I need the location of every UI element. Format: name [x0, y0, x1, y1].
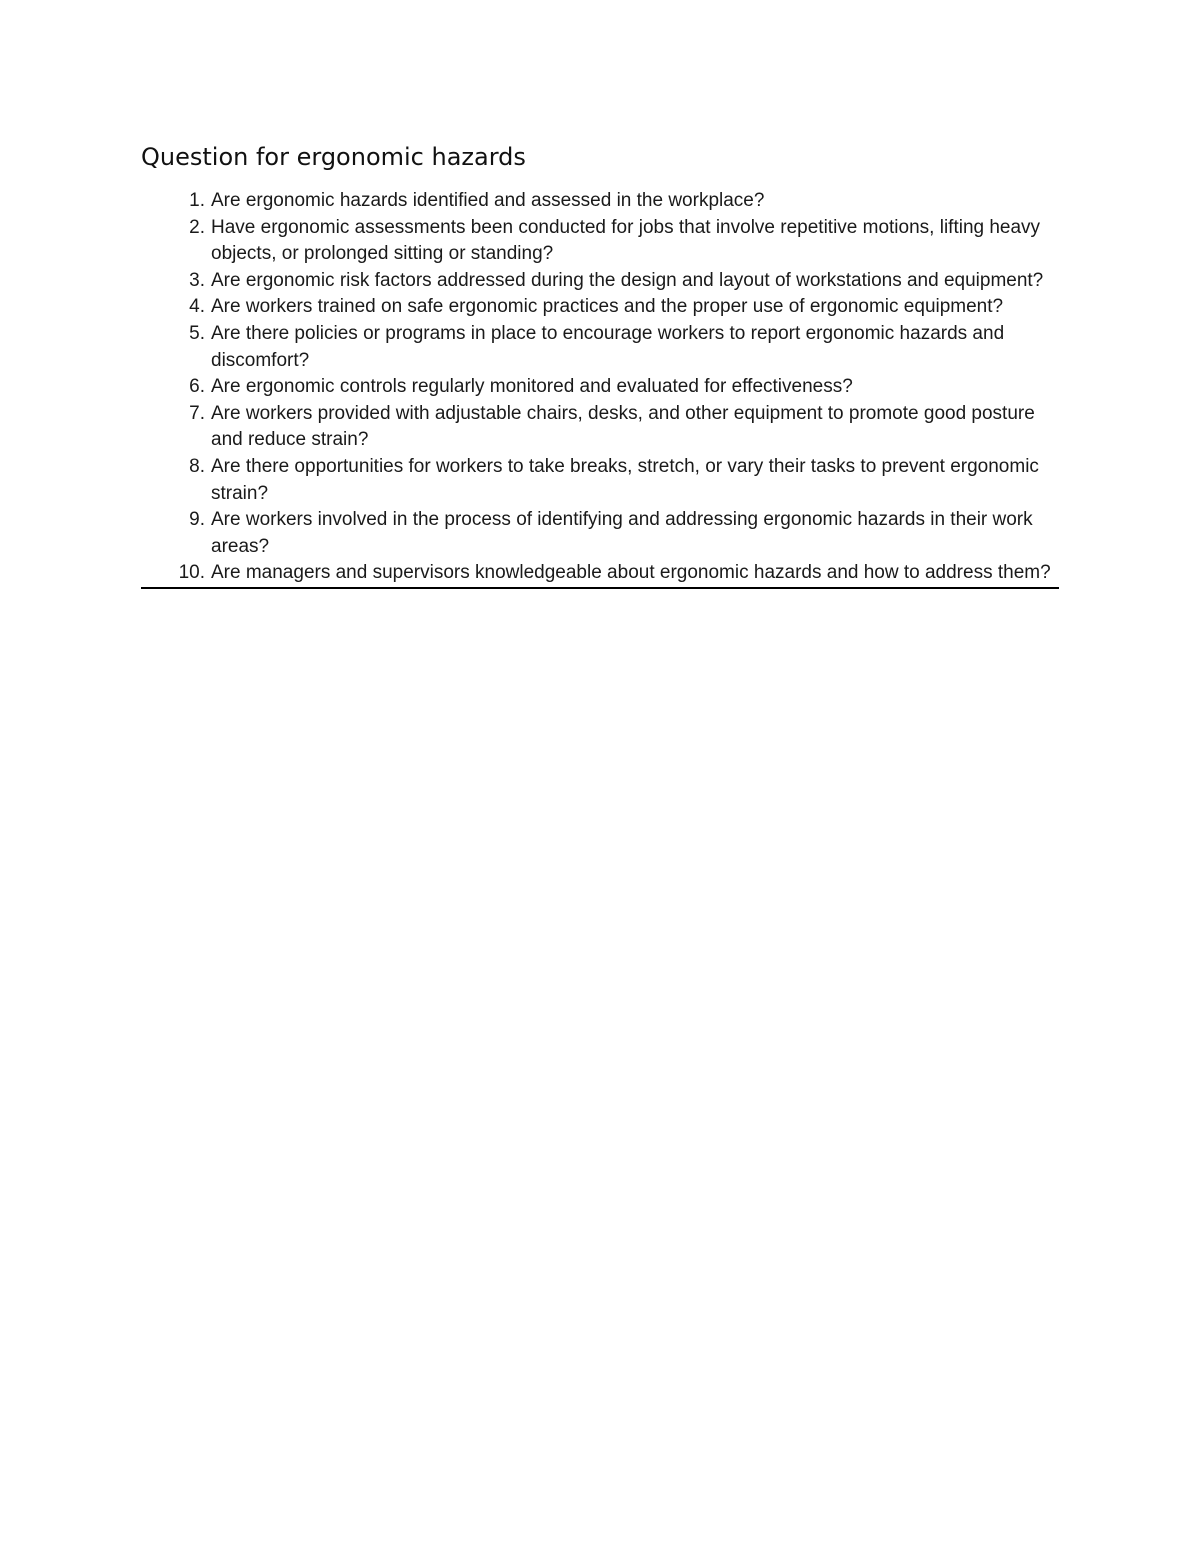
question-item — [141, 294, 1059, 321]
question-number: 3. — [189, 269, 205, 291]
question-item — [141, 560, 1059, 587]
question-item — [141, 454, 1059, 507]
question-list — [141, 188, 1059, 587]
document-title: Question for ergonomic hazards — [141, 143, 526, 171]
document-page — [141, 138, 1059, 589]
question-item — [141, 321, 1059, 374]
question-text: Are ergonomic controls regularly monitored and evaluated for effectiveness? — [211, 376, 853, 398]
question-number: 8. — [189, 455, 205, 477]
question-text: Are ergonomic hazards identified and assessed in the workplace? — [211, 190, 765, 211]
question-item — [141, 268, 1059, 295]
question-number: 9. — [189, 509, 205, 531]
question-text: Are there opportunities for workers to take breaks, stretch, or vary their tasks to prevent ergonomic strain? — [211, 455, 1039, 504]
question-text: Are workers involved in the process of identifying and addressing ergonomic hazards in their work areas? — [211, 509, 1033, 557]
question-item — [141, 188, 1059, 215]
question-text: Are there policies or programs in place to encourage workers to report ergonomic hazards and discomfort? — [211, 322, 1005, 371]
question-number: 5. — [189, 322, 205, 344]
question-item — [141, 507, 1059, 560]
question-text: Are ergonomic risk factors addressed during the design and layout of workstations and equipment? — [211, 269, 1044, 291]
question-number: 7. — [189, 402, 205, 424]
question-number: 10. — [178, 562, 205, 584]
question-item — [141, 215, 1059, 268]
question-number: 6. — [189, 376, 205, 398]
question-text: Are managers and supervisors knowledgeable about ergonomic hazards and how to address them? — [211, 562, 1051, 584]
question-text: Are workers trained on safe ergonomic practices and the proper use of ergonomic equipment? — [211, 296, 1004, 318]
question-item — [141, 401, 1059, 454]
question-number: 1. — [189, 190, 205, 211]
question-text: Are workers provided with adjustable chairs, desks, and other equipment to promote good posture and reduce strain? — [211, 402, 1035, 451]
question-text: Have ergonomic assessments been conducted for jobs that involve repetitive motions, lifting heavy objects, or prolonged sitting or standing? — [211, 216, 1041, 265]
bottom-rule-divider — [141, 587, 1059, 589]
question-number: 4. — [189, 296, 205, 318]
question-item — [141, 374, 1059, 401]
question-number: 2. — [189, 216, 205, 238]
